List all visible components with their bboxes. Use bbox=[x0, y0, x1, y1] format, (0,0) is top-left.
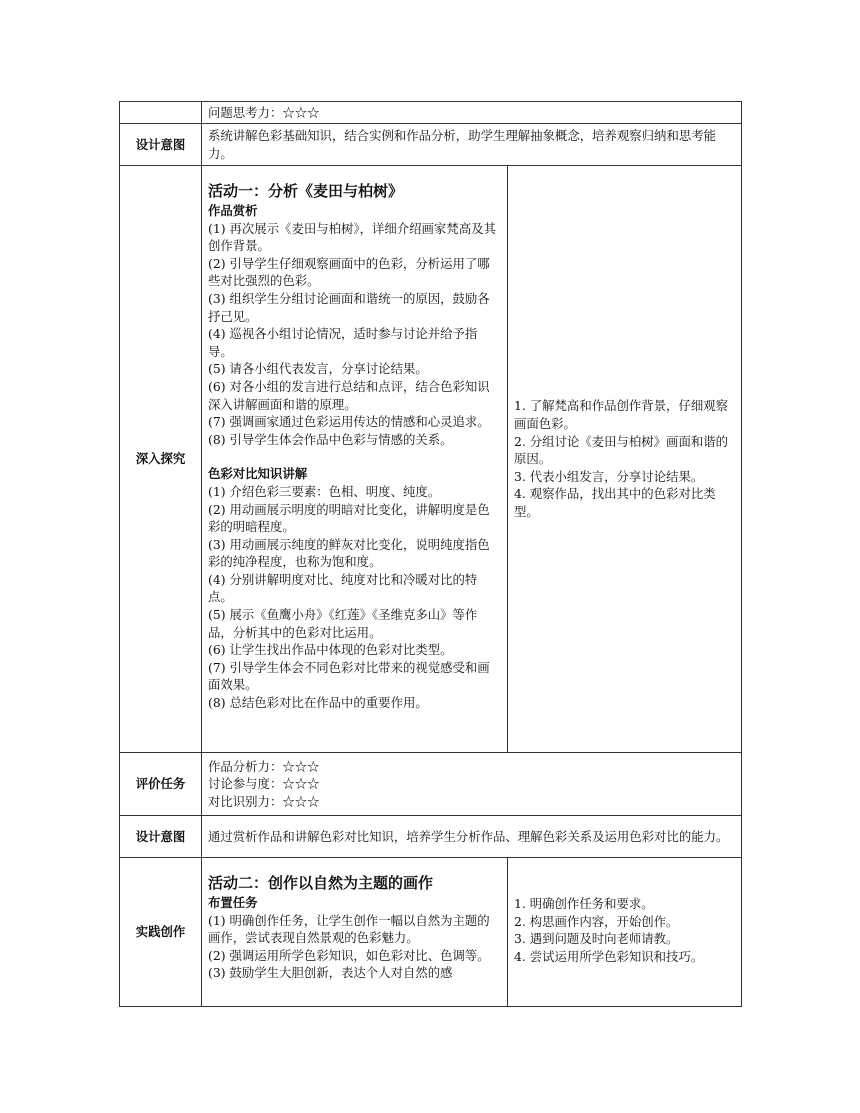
row-label: 深入探究 bbox=[120, 166, 202, 753]
list-item: (2) 强调运用所学色彩知识，如色彩对比、色调等。 bbox=[208, 947, 490, 963]
top-line-cell bbox=[202, 102, 742, 124]
design-intent-text bbox=[202, 816, 742, 858]
table-row bbox=[120, 858, 742, 1007]
list-item: (3) 用动画展示纯度的鲜灰对比变化，说明纯度指色彩的纯净程度，也称为饱和度。 bbox=[208, 536, 490, 570]
list-item: (7) 强调画家通过色彩运用传达的情感和心灵追求。 bbox=[208, 414, 490, 430]
rating-line: 问题思考力：☆☆☆ bbox=[208, 104, 320, 120]
list-item: (2) 用动画展示明度的明暗对比变化，讲解明度是色彩的明暗程度。 bbox=[208, 501, 490, 535]
empty-label-cell bbox=[120, 102, 202, 124]
table-row bbox=[120, 166, 742, 753]
list-item: (5) 展示《鱼鹰小舟》《红莲》《圣维克多山》等作品，分析其中的色彩对比运用。 bbox=[208, 607, 478, 640]
evaluation-cell bbox=[202, 753, 742, 816]
design-intent-paragraph: 通过赏析作品和讲解色彩对比知识，培养学生分析作品、理解色彩关系及运用色彩对比的能力。 bbox=[208, 828, 729, 844]
spacer bbox=[208, 448, 501, 465]
table-row bbox=[120, 753, 742, 816]
rating-line: 作品分析力：☆☆☆ bbox=[208, 758, 320, 774]
row-label: 实践创作 bbox=[120, 858, 202, 1007]
rating-line: 对比识别力：☆☆☆ bbox=[208, 793, 320, 809]
section-title: 作品赏析 bbox=[208, 203, 258, 218]
row-label: 设计意图 bbox=[120, 124, 202, 166]
list-item: 1. 了解梵高和作品创作背景，仔细观察画面色彩。 bbox=[514, 398, 729, 432]
table-row bbox=[120, 816, 742, 858]
list-item: 4. 观察作品，找出其中的色彩对比类型。 bbox=[514, 486, 716, 519]
list-item: 4. 尝试运用所学色彩知识和技巧。 bbox=[514, 948, 704, 964]
section-title: 色彩对比知识讲解 bbox=[208, 466, 308, 482]
list-item: (1) 介绍色彩三要素：色相、明度、纯度。 bbox=[208, 483, 441, 499]
list-item: (2) 引导学生仔细观察画面中的色彩，分析运用了哪些对比强烈的色彩。 bbox=[208, 255, 490, 289]
list-item: 1. 明确创作任务和要求。 bbox=[514, 896, 654, 911]
row-label: 评价任务 bbox=[120, 753, 202, 816]
table-row bbox=[120, 124, 742, 166]
list-item: 3. 代表小组发言，分享讨论结果。 bbox=[514, 468, 704, 484]
list-item: (6) 对各小组的发言进行总结和点评，结合色彩知识深入讲解画面和谐的原理。 bbox=[208, 378, 490, 412]
table-row bbox=[120, 102, 742, 124]
list-item: 2. 构思画作内容，开始创作。 bbox=[514, 913, 679, 929]
list-item: (3) 组织学生分组讨论画面和谐统一的原因，鼓励各抒己见。 bbox=[208, 290, 490, 324]
list-item: 2. 分组讨论《麦田与柏树》画面和谐的原因。 bbox=[514, 433, 729, 467]
list-item: (8) 总结色彩对比在作品中的重要作用。 bbox=[208, 695, 428, 711]
list-item: (3) 鼓励学生大胆创新，表达个人对自然的感 bbox=[208, 965, 453, 981]
list-item: (1) 再次展示《麦田与柏树》，详细介绍画家梵高及其创作背景。 bbox=[208, 220, 496, 254]
list-item: (4) 巡视各小组讨论情况，适时参与讨论并给予指导。 bbox=[208, 326, 478, 359]
activity-title: 活动一：分析《麦田与柏树》 bbox=[208, 182, 404, 200]
activity-title: 活动二：创作以自然为主题的画作 bbox=[208, 874, 434, 892]
design-intent-paragraph: 系统讲解色彩基础知识，结合实例和作品分析，助学生理解抽象概念，培养观察归纳和思考能力。 bbox=[208, 127, 717, 161]
section-title: 布置任务 bbox=[208, 895, 258, 910]
list-item: (6) 让学生找出作品中体现的色彩对比类型。 bbox=[208, 642, 453, 658]
teacher-activity-cell bbox=[202, 858, 508, 1007]
row-label: 设计意图 bbox=[120, 816, 202, 858]
design-intent-text bbox=[202, 124, 742, 166]
lesson-plan-table bbox=[119, 101, 742, 1007]
teacher-activity-cell bbox=[202, 166, 508, 753]
list-item: (8) 引导学生体会作品中色彩与情感的关系。 bbox=[208, 431, 453, 447]
list-item: (4) 分别讲解明度对比、纯度对比和冷暖对比的特点。 bbox=[208, 571, 478, 605]
list-item: 3. 遇到问题及时向老师请教。 bbox=[514, 931, 679, 947]
student-activity-cell bbox=[508, 166, 742, 753]
student-activity-cell bbox=[508, 858, 742, 1007]
list-item: (1) 明确创作任务，让学生创作一幅以自然为主题的画作，尝试表现自然景观的色彩魅力。 bbox=[208, 912, 490, 946]
list-item: (5) 请各小组代表发言，分享讨论结果。 bbox=[208, 361, 428, 377]
list-item: (7) 引导学生体会不同色彩对比带来的视觉感受和画面效果。 bbox=[208, 659, 490, 693]
rating-line: 讨论参与度：☆☆☆ bbox=[208, 776, 320, 792]
